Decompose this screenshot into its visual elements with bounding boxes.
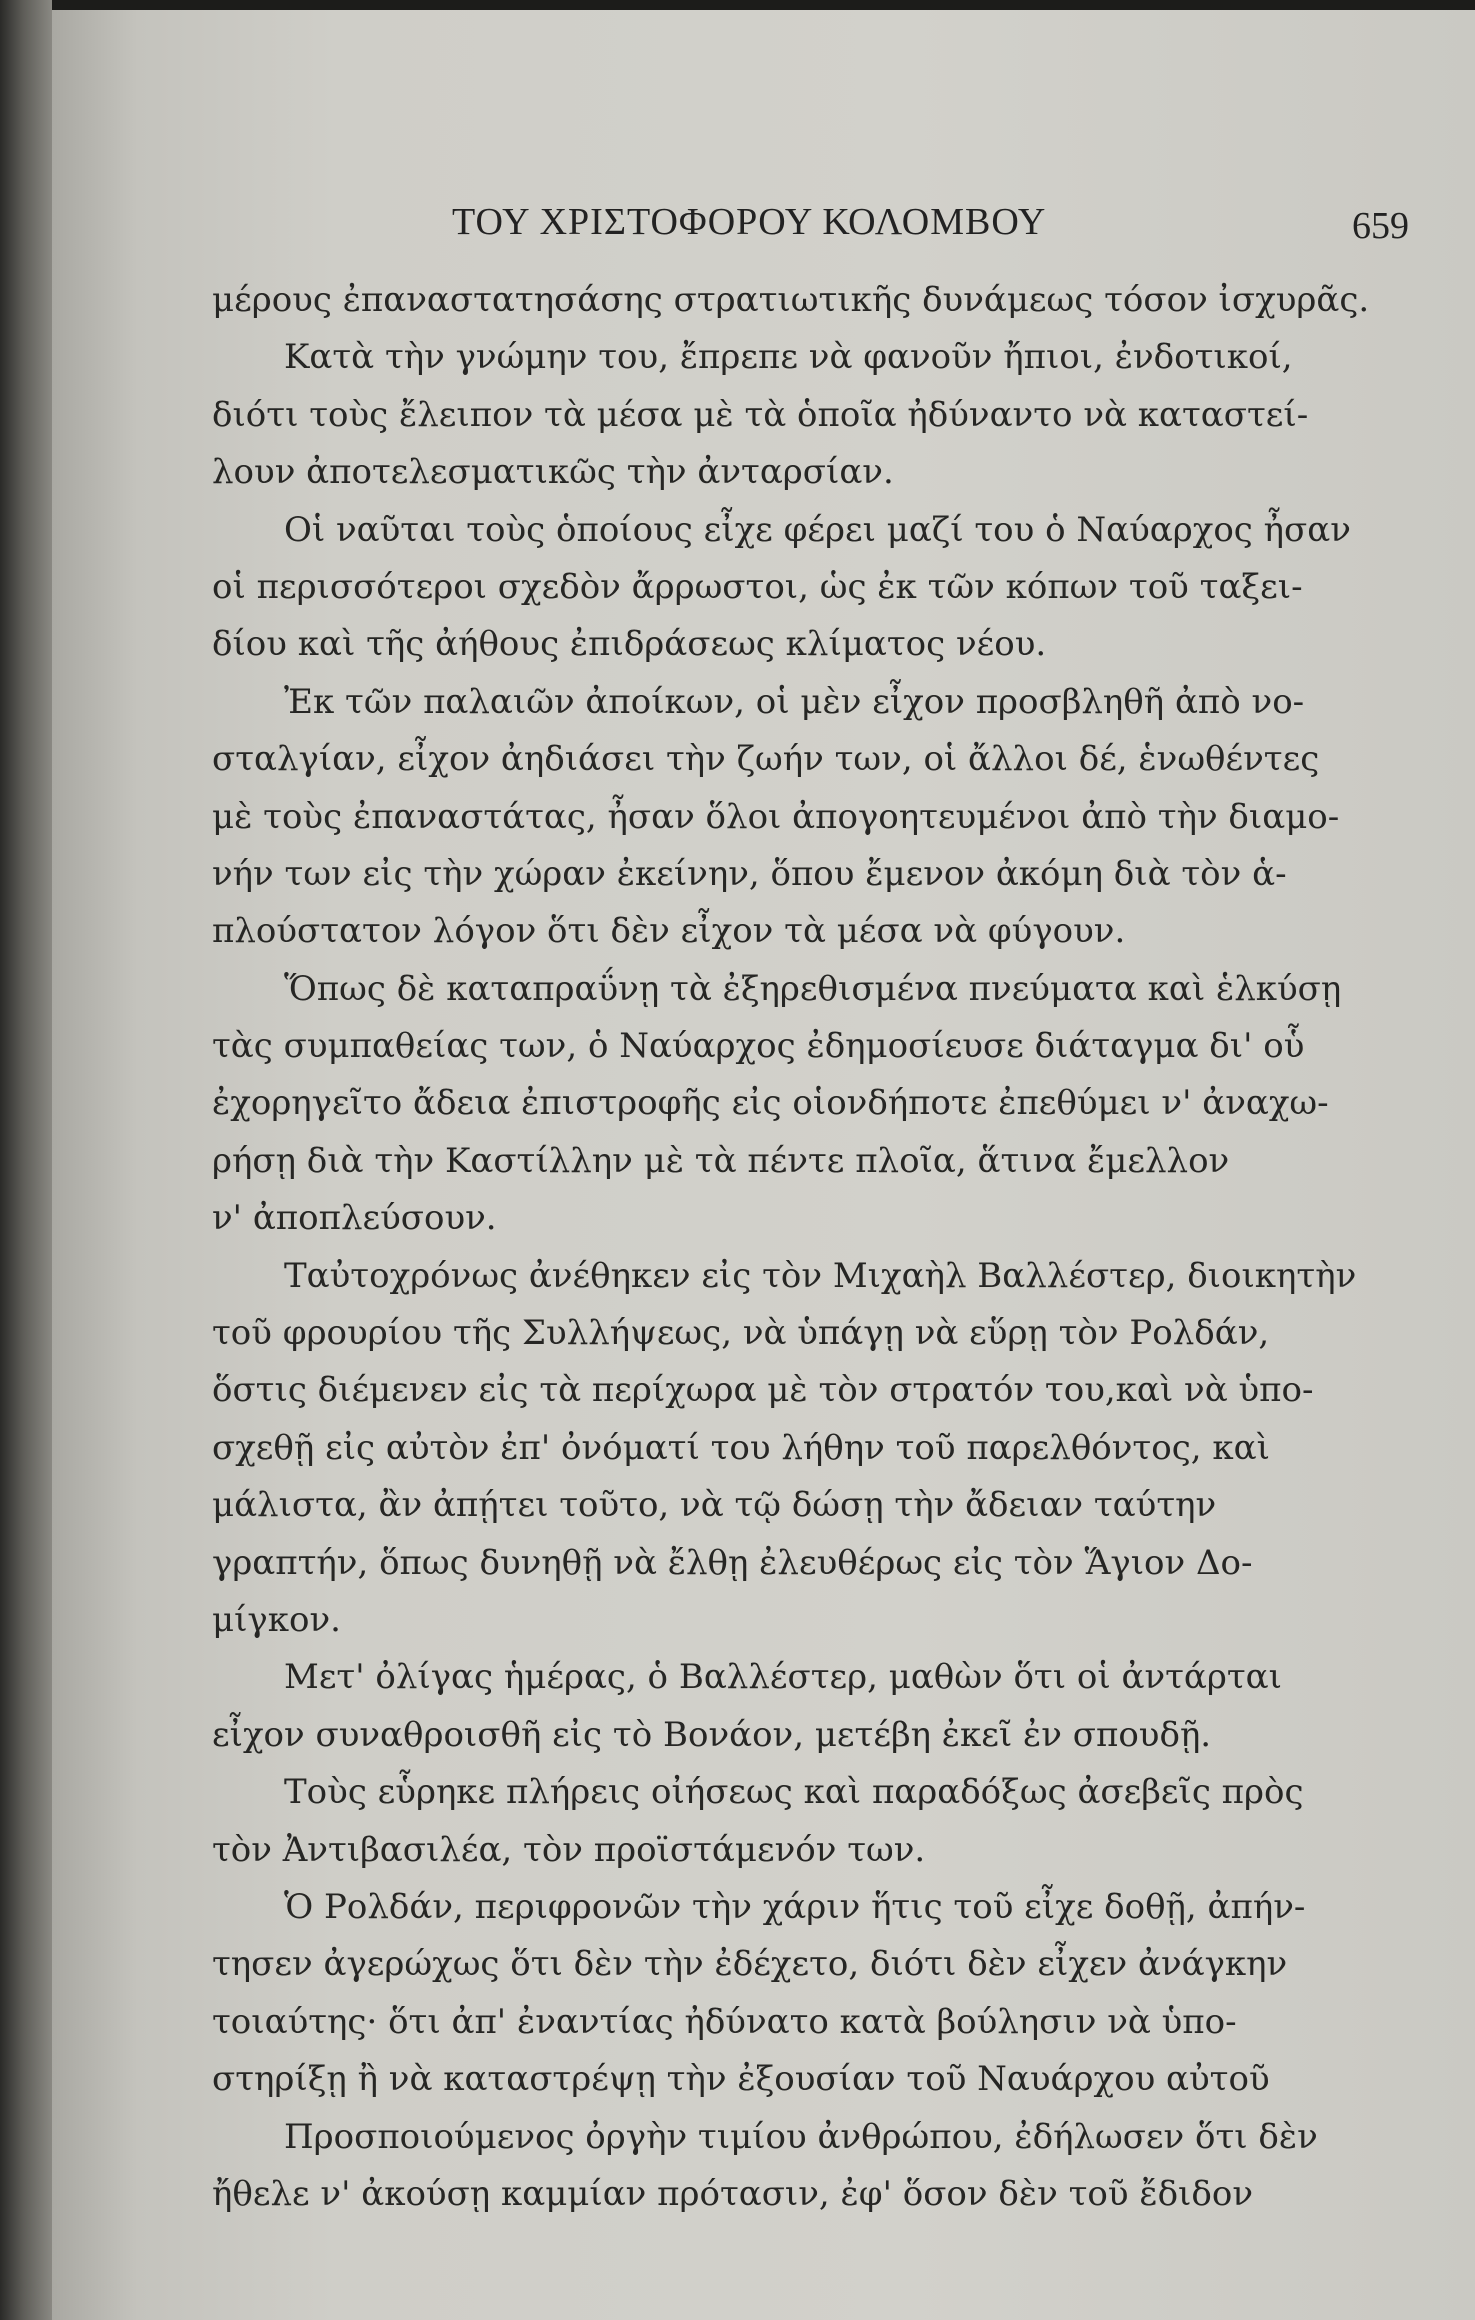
text-line: μίγκον. <box>212 1599 341 1640</box>
text-line: ἤθελε ν' ἀκούσῃ καμμίαν πρότασιν, ἐφ' ὅσον δὲν τοῦ ἔδιδον <box>212 2173 1253 2214</box>
text-line: Ἐκ τῶν παλαιῶν ἀποίκων, οἱ μὲν εἶχον προσβληθῆ ἀπὸ νο- <box>284 681 1305 722</box>
text-line: τοιαύτης· ὅτι ἀπ' ἐναντίας ἠδύνατο κατὰ βούλησιν νὰ ὑπο- <box>212 2001 1237 2042</box>
page-header <box>52 200 1475 260</box>
text-line: τὸν Ἀντιβασιλέα, τὸν προϊστάμενόν των. <box>212 1829 926 1870</box>
book-spine <box>0 0 52 2320</box>
text-line: μέρους ἐπαναστατησάσης στρατιωτικῆς δυνάμεως τόσον ἰσχυρᾶς. <box>212 280 1370 320</box>
text-line: Οἱ ναῦται τοὺς ὁποίους εἶχε φέρει μαζί του ὁ Ναύαρχος ἦσαν <box>284 509 1351 550</box>
text-line: Ὁ Ρολδάν, περιφρονῶν τὴν χάριν ἥτις τοῦ εἶχε δοθῇ, ἀπήν- <box>284 1886 1306 1927</box>
text-line: ρήσῃ διὰ τὴν Καστίλλην μὲ τὰ πέντε πλοῖα, ἅτινα ἔμελλον <box>212 1140 1230 1181</box>
text-line: διότι τοὺς ἔλειπον τὰ μέσα μὲ τὰ ὁποῖα ἠδύναντο νὰ καταστεί- <box>212 394 1309 435</box>
text-line: μάλιστα, ἂν ἀπῄτει τοῦτο, νὰ τῷ δώσῃ τὴν ἄδειαν ταύτην <box>212 1485 1217 1526</box>
text-line: Ταὐτοχρόνως ἀνέθηκεν εἰς τὸν Μιχαὴλ Βαλλέστερ, διοικητὴν <box>284 1255 1357 1296</box>
text-line: ν' ἀποπλεύσουν. <box>212 1198 497 1239</box>
text-line: νήν των εἰς τὴν χώραν ἐκείνην, ὅπου ἔμενον ἀκόμη διὰ τὸν ἁ- <box>212 853 1287 894</box>
text-line: Προσποιούμενος ὀργὴν τιμίου ἀνθρώπου, ἐδήλωσεν ὅτι δὲν <box>284 2116 1318 2157</box>
body-text <box>212 272 1432 2223</box>
text-line: Κατὰ τὴν γνώμην του, ἔπρεπε νὰ φανοῦν ἤπιοι, ἐνδοτικοί, <box>284 337 1293 378</box>
text-line: λουν ἀποτελεσματικῶς τὴν ἀνταρσίαν. <box>212 452 894 493</box>
text-line: μὲ τοὺς ἐπαναστάτας, ἦσαν ὅλοι ἀπογοητευμένοι ἀπὸ τὴν διαμο- <box>212 796 1340 837</box>
text-line: γραπτήν, ὅπως δυνηθῇ νὰ ἔλθῃ ἐλευθέρως εἰς τὸν Ἅγιον Δο- <box>212 1542 1253 1583</box>
page-number: 659 <box>1352 205 1409 247</box>
text-line: Τοὺς εὗρηκε πλήρεις οἰήσεως καὶ παραδόξως ἀσεβεῖς πρὸς <box>284 1772 1304 1813</box>
text-line: δίου καὶ τῆς ἀήθους ἐπιδράσεως κλίματος νέου. <box>212 624 1047 665</box>
text-line: Ὅπως δὲ καταπραΰνῃ τὰ ἐξηρεθισμένα πνεύματα καὶ ἑλκύσῃ <box>284 968 1342 1009</box>
book-page <box>52 10 1475 2320</box>
text-line: οἱ περισσότεροι σχεδὸν ἄρρωστοι, ὡς ἐκ τῶν κόπων τοῦ ταξει- <box>212 566 1303 607</box>
running-head: ΤΟΥ ΧΡΙΣΤΟΦΟΡΟΥ ΚΟΛΟΜΒΟΥ <box>452 201 1047 243</box>
text-line: τὰς συμπαθείας των, ὁ Ναύαρχος ἐδημοσίευσε διάταγμα δι' οὗ <box>212 1026 1305 1067</box>
text-line: Μετ' ὀλίγας ἡμέρας, ὁ Βαλλέστερ, μαθὼν ὅτι οἱ ἀντάρται <box>284 1657 1282 1698</box>
text-line: τοῦ φρουρίου τῆς Συλλήψεως, νὰ ὑπάγῃ νὰ εὕρῃ τὸν Ρολδάν, <box>212 1313 1270 1354</box>
text-line: ὅστις διέμενεν εἰς τὰ περίχωρα μὲ τὸν στρατόν του,καὶ νὰ ὑπο- <box>212 1370 1314 1411</box>
text-line: σχεθῇ εἰς αὐτὸν ἐπ' ὀνόματί του λήθην τοῦ παρελθόντος, καὶ <box>212 1427 1270 1468</box>
text-line: σταλγίαν, εἶχον ἀηδιάσει τὴν ζωήν των, οἱ ἄλλοι δέ, ἑνωθέντες <box>212 739 1320 780</box>
text-line: εἶχον συναθροισθῆ εἰς τὸ Βονάον, μετέβη ἐκεῖ ἐν σπουδῇ. <box>212 1714 1212 1755</box>
text-line: ἐχορηγεῖτο ἄδεια ἐπιστροφῆς εἰς οἱονδήποτε ἐπεθύμει ν' ἀναχω- <box>212 1083 1329 1124</box>
text-line: πλούστατον λόγον ὅτι δὲν εἶχον τὰ μέσα νὰ φύγουν. <box>212 911 1126 952</box>
text-line: στηρίξῃ ἢ νὰ καταστρέψῃ τὴν ἐξουσίαν τοῦ Ναυάρχου αὐτοῦ <box>212 2059 1270 2100</box>
text-line: τησεν ἀγερώχως ὅτι δὲν τὴν ἐδέχετο, διότι δὲν εἶχεν ἀνάγκην <box>212 1944 1288 1985</box>
